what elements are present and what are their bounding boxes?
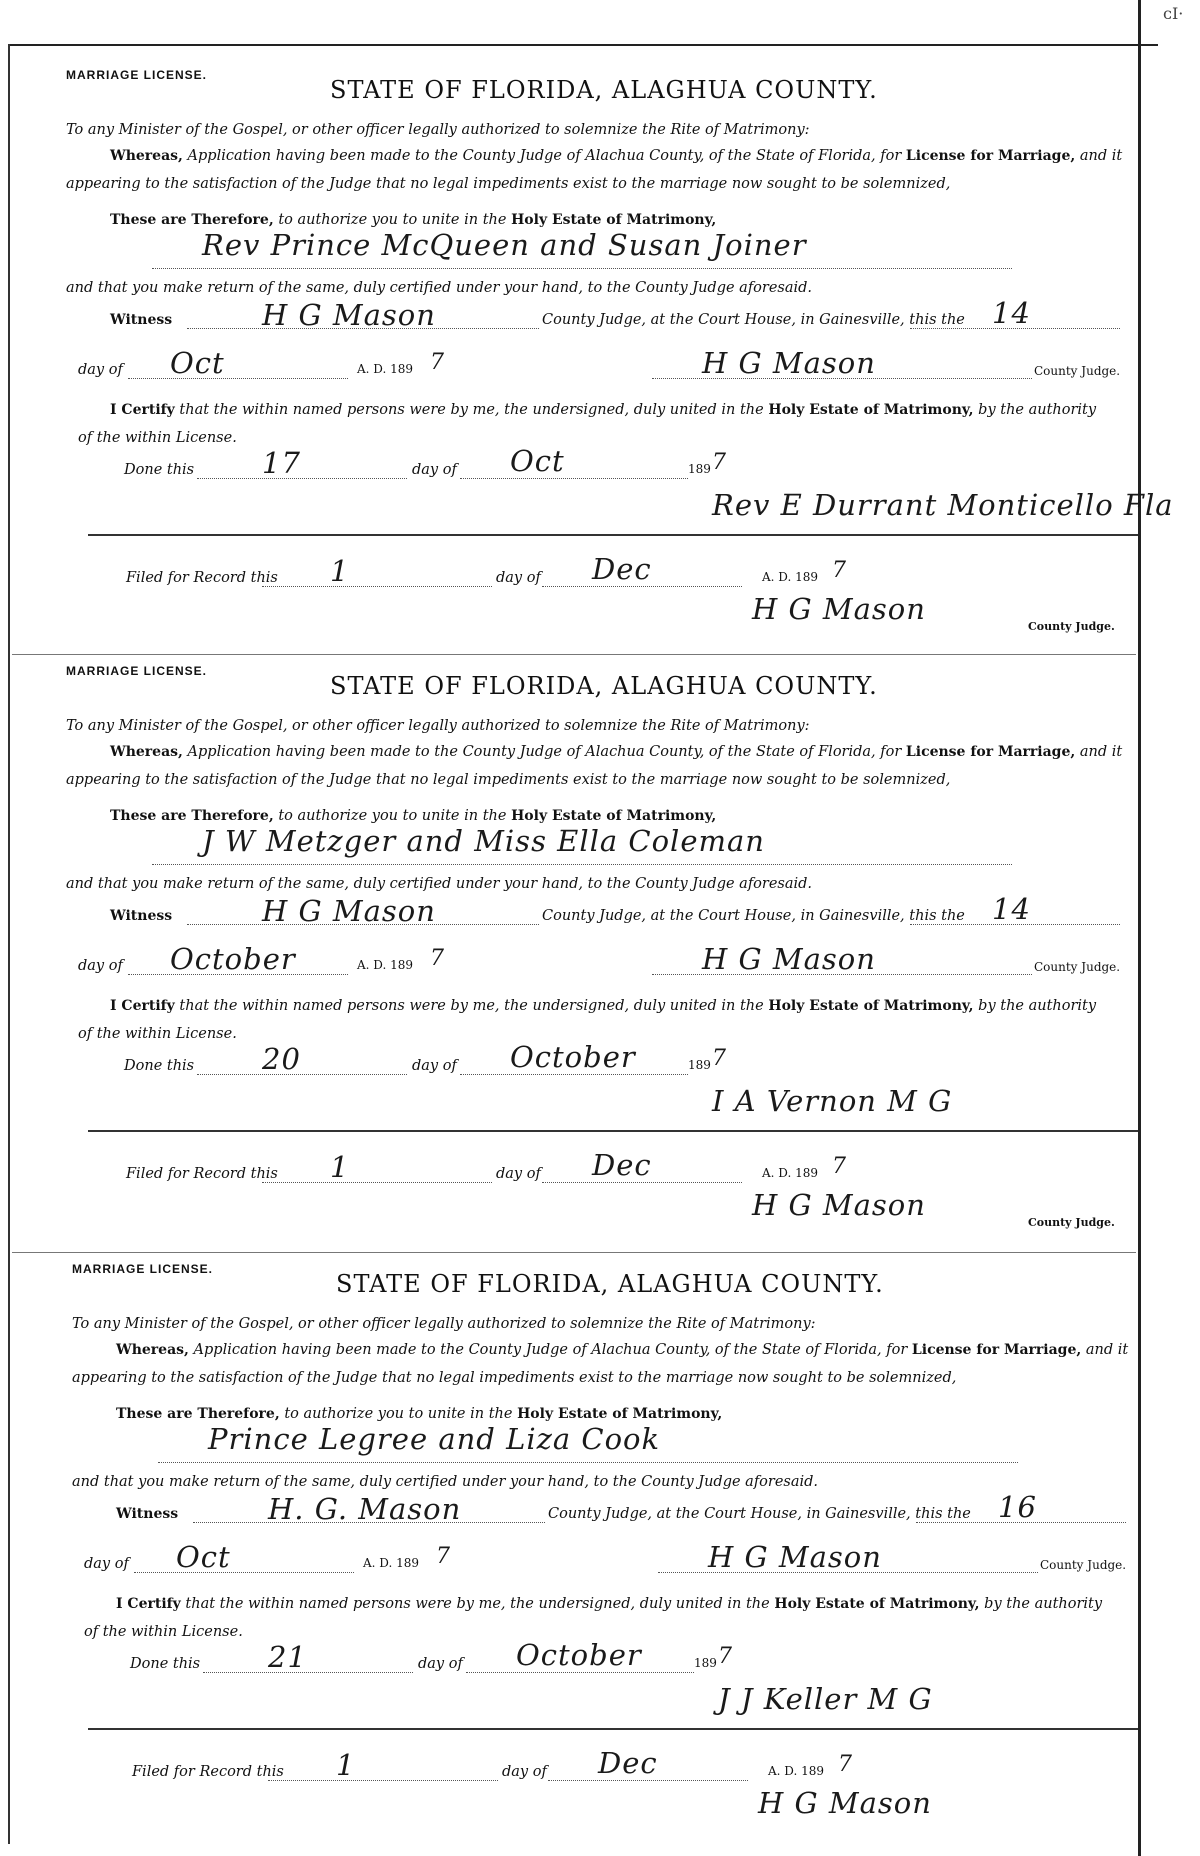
license-month-handwritten: Oct — [170, 346, 225, 380]
license-month-dotted-line — [134, 1572, 354, 1573]
authorize-text: to authorize you to unite in the — [278, 808, 507, 824]
judge-signature: H G Mason — [702, 346, 876, 380]
filed-month-dotted-line — [548, 1780, 748, 1781]
officiant-signature: Rev E Durrant Monticello Fla — [712, 488, 1174, 522]
witness-signature: H G Mason — [262, 894, 436, 928]
done-month-handwritten: Oct — [510, 444, 565, 478]
filed-day-of-label: day of — [496, 570, 541, 586]
filed-day-dotted-line — [268, 1780, 498, 1781]
officiant-signature: I A Vernon M G — [712, 1084, 953, 1118]
license-day-handwritten: 14 — [992, 296, 1031, 330]
filed-ad-label: A. D. 189 — [762, 570, 819, 584]
within-license-line: of the within License. — [84, 1624, 243, 1640]
within-license-line: of the within License. — [78, 430, 237, 446]
done-month-handwritten: October — [516, 1638, 642, 1672]
done-day-handwritten: 20 — [262, 1042, 301, 1076]
license-for-marriage-label: License for Marriage, — [911, 1342, 1082, 1358]
filed-ad-label: A. D. 189 — [768, 1764, 825, 1778]
done-year-label: 189 — [688, 462, 711, 476]
license-year-digit: 7 — [436, 1544, 451, 1569]
done-year-digit: 7 — [718, 1644, 733, 1669]
holy-estate-label: Holy Estate of Matrimony, — [511, 212, 717, 228]
couple-dotted-line — [152, 864, 1012, 865]
these-are-therefore-label: These are Therefore, — [116, 1406, 280, 1422]
done-this-label: Done this — [124, 1058, 195, 1074]
holy-estate-label: Holy Estate of Matrimony, — [768, 998, 974, 1014]
license-year-digit: 7 — [430, 350, 445, 375]
appearing-line: appearing to the satisfaction of the Judge that no legal impediments exist to the marriage now sought to be solemnized, — [72, 1370, 957, 1386]
i-certify-label: I Certify — [116, 1596, 181, 1612]
license-day-of-label: day of — [78, 362, 123, 378]
certify-line — [110, 998, 1096, 1014]
judge-signature: H G Mason — [702, 942, 876, 976]
county-judge-label: County Judge. — [1034, 364, 1121, 378]
and-it-text: and it — [1079, 744, 1123, 760]
done-day-dotted-line — [203, 1672, 413, 1673]
witness-label: Witness — [110, 312, 173, 328]
done-day-of-label: day of — [412, 462, 457, 478]
filed-year-digit: 7 — [832, 1154, 847, 1179]
record-divider-1 — [12, 654, 1136, 655]
license-month-handwritten: Oct — [176, 1540, 231, 1574]
certify-text: that the within named persons were by me, the undersigned, duly united in the — [179, 998, 764, 1014]
filed-day-handwritten: 1 — [330, 1150, 350, 1184]
by-authority-text: by the authority — [978, 402, 1097, 418]
witness-line — [110, 312, 172, 328]
address-line: To any Minister of the Gospel, or other officer legally authorized to solemnize the Rite of Matrimony: — [66, 122, 810, 138]
marriage-license-record-3 — [12, 1254, 1136, 1856]
marriage-license-record-2 — [12, 656, 1136, 1254]
filed-month-dotted-line — [542, 1182, 742, 1183]
done-year-digit: 7 — [712, 1046, 727, 1071]
page-left-rule — [8, 44, 10, 1844]
done-day-of-label: day of — [412, 1058, 457, 1074]
filed-separator — [88, 1728, 1138, 1730]
license-day-handwritten: 14 — [992, 892, 1031, 926]
filed-month-handwritten: Dec — [598, 1746, 658, 1780]
filed-year-digit: 7 — [838, 1752, 853, 1777]
appearing-line: appearing to the satisfaction of the Judge that no legal impediments exist to the marriage now sought to be solemnized, — [66, 176, 951, 192]
whereas-text: Application having been made to the County Judge of Alachua County, of the State of Florida, for — [193, 1342, 908, 1358]
i-certify-label: I Certify — [110, 998, 175, 1014]
return-line: and that you make return of the same, duly certified under your hand, to the County Judge aforesaid. — [66, 280, 813, 296]
filed-separator — [88, 1130, 1138, 1132]
by-authority-text: by the authority — [978, 998, 1097, 1014]
page-top-rule — [8, 44, 1158, 46]
license-for-marriage-label: License for Marriage, — [905, 744, 1076, 760]
and-it-text: and it — [1079, 148, 1123, 164]
filed-ad-label: A. D. 189 — [762, 1166, 819, 1180]
these-are-therefore-line — [110, 212, 716, 228]
witness-label: Witness — [116, 1506, 179, 1522]
license-for-marriage-label: License for Marriage, — [905, 148, 1076, 164]
final-county-judge-label: County Judge. — [1028, 1216, 1115, 1229]
license-title: STATE OF FLORIDA, ALAGHUA COUNTY. — [336, 1270, 884, 1298]
done-day-dotted-line — [197, 478, 407, 479]
license-day-handwritten: 16 — [998, 1490, 1037, 1524]
whereas-line — [116, 1342, 1128, 1358]
license-ad-label: A. D. 189 — [357, 362, 414, 376]
couple-names-handwritten: Prince Legree and Liza Cook — [208, 1422, 661, 1456]
whereas-text: Application having been made to the County Judge of Alachua County, of the State of Florida, for — [187, 148, 902, 164]
license-year-digit: 7 — [430, 946, 445, 971]
address-line: To any Minister of the Gospel, or other officer legally authorized to solemnize the Rite of Matrimony: — [72, 1316, 816, 1332]
these-are-therefore-label: These are Therefore, — [110, 212, 274, 228]
done-year-digit: 7 — [712, 450, 727, 475]
holy-estate-label: Holy Estate of Matrimony, — [774, 1596, 980, 1612]
license-title: STATE OF FLORIDA, ALAGHUA COUNTY. — [330, 76, 878, 104]
filed-day-handwritten: 1 — [336, 1748, 356, 1782]
license-day-of-label: day of — [78, 958, 123, 974]
court-text: County Judge, at the Court House, in Gainesville, this the — [542, 312, 965, 328]
filed-month-dotted-line — [542, 586, 742, 587]
judge-signature: H G Mason — [708, 1540, 882, 1574]
witness-signature: H G Mason — [262, 298, 436, 332]
license-header: MARRIAGE LICENSE. — [66, 68, 208, 82]
license-header: MARRIAGE LICENSE. — [66, 664, 208, 678]
witness-line — [116, 1506, 178, 1522]
filed-day-handwritten: 1 — [330, 554, 350, 588]
final-judge-signature: H G Mason — [758, 1786, 932, 1820]
court-text: County Judge, at the Court House, in Gainesville, this the — [548, 1506, 971, 1522]
these-are-therefore-line — [116, 1406, 722, 1422]
witness-signature: H. G. Mason — [268, 1492, 462, 1526]
certify-line — [116, 1596, 1102, 1612]
done-year-label: 189 — [694, 1656, 717, 1670]
couple-dotted-line — [152, 268, 1012, 269]
filed-for-record-label: Filed for Record this — [126, 1166, 278, 1182]
county-judge-label: County Judge. — [1040, 1558, 1127, 1572]
page-right-rule — [1138, 0, 1141, 1856]
county-judge-label: County Judge. — [1034, 960, 1121, 974]
witness-label: Witness — [110, 908, 173, 924]
done-year-label: 189 — [688, 1058, 711, 1072]
filed-day-of-label: day of — [502, 1764, 547, 1780]
license-header: MARRIAGE LICENSE. — [72, 1262, 214, 1276]
license-ad-label: A. D. 189 — [357, 958, 414, 972]
done-month-dotted-line — [466, 1672, 694, 1673]
holy-estate-label: Holy Estate of Matrimony, — [768, 402, 974, 418]
authorize-text: to authorize you to unite in the — [284, 1406, 513, 1422]
done-month-dotted-line — [460, 1074, 688, 1075]
certify-text: that the within named persons were by me, the undersigned, duly united in the — [179, 402, 764, 418]
filed-month-handwritten: Dec — [592, 1148, 652, 1182]
final-judge-signature: H G Mason — [752, 1188, 926, 1222]
whereas-label: Whereas, — [110, 744, 183, 760]
license-month-dotted-line — [128, 378, 348, 379]
license-day-of-label: day of — [84, 1556, 129, 1572]
record-divider-2 — [12, 1252, 1136, 1253]
filed-year-digit: 7 — [832, 558, 847, 583]
these-are-therefore-label: These are Therefore, — [110, 808, 274, 824]
done-day-handwritten: 21 — [268, 1640, 307, 1674]
done-day-dotted-line — [197, 1074, 407, 1075]
certify-line — [110, 402, 1096, 418]
filed-month-handwritten: Dec — [592, 552, 652, 586]
and-it-text: and it — [1085, 1342, 1129, 1358]
done-day-of-label: day of — [418, 1656, 463, 1672]
within-license-line: of the within License. — [78, 1026, 237, 1042]
couple-names-handwritten: J W Metzger and Miss Ella Coleman — [202, 824, 765, 858]
filed-for-record-label: Filed for Record this — [132, 1764, 284, 1780]
done-this-label: Done this — [130, 1656, 201, 1672]
done-this-label: Done this — [124, 462, 195, 478]
done-month-handwritten: October — [510, 1040, 636, 1074]
license-month-handwritten: October — [170, 942, 296, 976]
certify-text: that the within named persons were by me, the undersigned, duly united in the — [185, 1596, 770, 1612]
these-are-therefore-line — [110, 808, 716, 824]
return-line: and that you make return of the same, duly certified under your hand, to the County Judge aforesaid. — [66, 876, 813, 892]
court-text: County Judge, at the Court House, in Gainesville, this the — [542, 908, 965, 924]
whereas-label: Whereas, — [110, 148, 183, 164]
return-line: and that you make return of the same, duly certified under your hand, to the County Judge aforesaid. — [72, 1474, 819, 1490]
filed-day-of-label: day of — [496, 1166, 541, 1182]
witness-line — [110, 908, 172, 924]
filed-separator — [88, 534, 1138, 536]
whereas-line — [110, 744, 1122, 760]
by-authority-text: by the authority — [984, 1596, 1103, 1612]
filed-day-dotted-line — [262, 1182, 492, 1183]
couple-dotted-line — [158, 1462, 1018, 1463]
marriage-license-record-1 — [12, 60, 1174, 656]
i-certify-label: I Certify — [110, 402, 175, 418]
final-county-judge-label: County Judge. — [1028, 620, 1115, 633]
page-corner-mark: ᴄI· — [1163, 4, 1184, 23]
whereas-text: Application having been made to the County Judge of Alachua County, of the State of Florida, for — [187, 744, 902, 760]
whereas-line — [110, 148, 1122, 164]
license-ad-label: A. D. 189 — [363, 1556, 420, 1570]
holy-estate-label: Holy Estate of Matrimony, — [517, 1406, 723, 1422]
filed-for-record-label: Filed for Record this — [126, 570, 278, 586]
filed-day-dotted-line — [262, 586, 492, 587]
done-day-handwritten: 17 — [262, 446, 301, 480]
address-line: To any Minister of the Gospel, or other officer legally authorized to solemnize the Rite of Matrimony: — [66, 718, 810, 734]
holy-estate-label: Holy Estate of Matrimony, — [511, 808, 717, 824]
officiant-signature: J J Keller M G — [718, 1682, 933, 1716]
final-judge-signature: H G Mason — [752, 592, 926, 626]
whereas-label: Whereas, — [116, 1342, 189, 1358]
appearing-line: appearing to the satisfaction of the Judge that no legal impediments exist to the marriage now sought to be solemnized, — [66, 772, 951, 788]
authorize-text: to authorize you to unite in the — [278, 212, 507, 228]
done-month-dotted-line — [460, 478, 688, 479]
couple-names-handwritten: Rev Prince McQueen and Susan Joiner — [202, 228, 807, 262]
license-title: STATE OF FLORIDA, ALAGHUA COUNTY. — [330, 672, 878, 700]
